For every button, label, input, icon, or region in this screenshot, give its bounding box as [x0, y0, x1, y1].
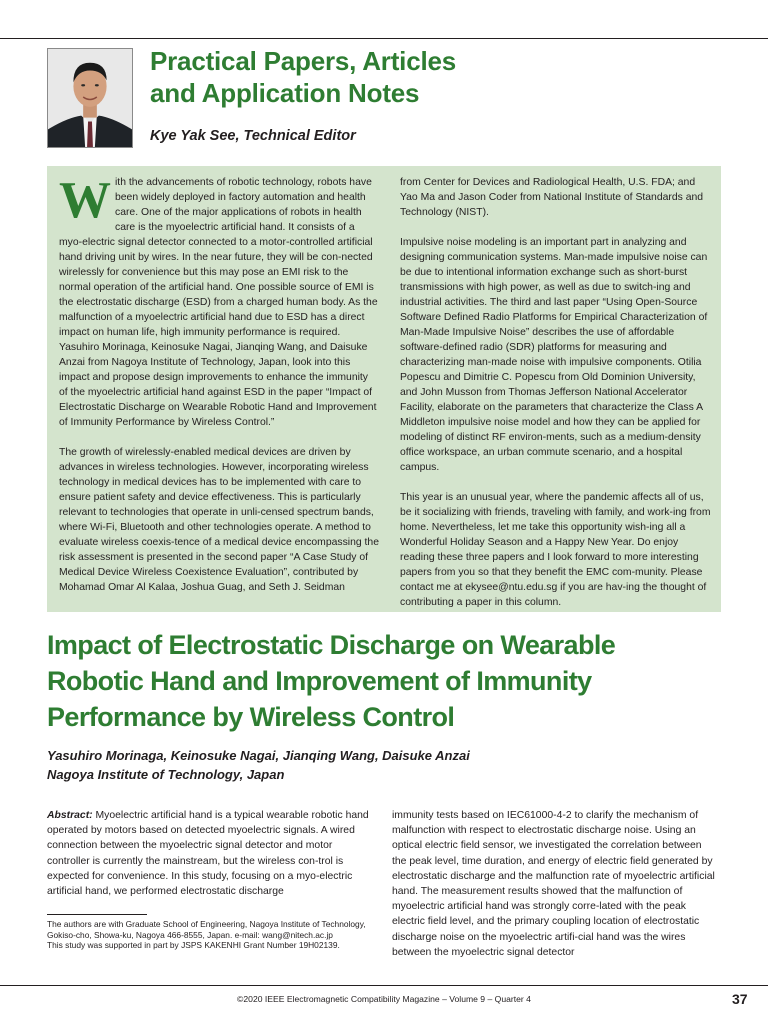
article-title-line3: Performance by Wireless Control — [47, 702, 455, 732]
drop-cap: W — [59, 172, 111, 229]
editorial-paragraph-text: ith the advancements of robotic technology, robots have been widely deployed in factory automation and health care. One of the major applications of robots in health care is the myoelectric artificial hand. It consists of a myo-electric signal detector connected to a motor-controlled artificial hand driving unit by wires. In the near future, they will be con-nected wirelessly for convenience but this may pose an EMI risk to the normal operation of the artificial hand. One possible source of EMI is the electrostatic discharge (ESD) from a charged human body. As the malfunction of a myoelectric artificial hand due to ESD has a direct impact on human life, high immunity performance is required. Yasuhiro Morinaga, Keinosuke Nagai, Jianqing Wang, and Daisuke Anzai from Nagoya Institute of Technology, Japan, look into this impact and propose design improvements to enhance the immunity of the myoelectric artificial hand against ESD in the paper “Impact of Electrostatic Discharge on Wearable Robotic Hand and Improvement of Immunity Performance by Wireless Control.” — [59, 177, 378, 428]
top-rule — [0, 38, 768, 39]
page-number: 37 — [732, 991, 748, 1007]
editorial-right-column — [400, 175, 712, 625]
editorial-paragraph: from Center for Devices and Radiological Health, U.S. FDA; and Yao Ma and Jason Coder from National Institute of Standards and Technology (NIST). — [400, 177, 704, 218]
article-authors — [47, 746, 470, 784]
editorial-paragraph: Impulsive noise modeling is an important part in analyzing and designing communication systems. Man-made impulsive noise can be due to intentional information exchange such as short-burst transmissions with high power, as well as due to switch-ing and industrial activities. The third and last paper “Using Open-Source Software Defined Radio Platforms for Empirical Characterization of Man-Made Impulsive Noise” describes the use of affordable software-defined radio (SDR) platforms for measuring and characterizing man-made noise with impulsive components. Otilia Popescu and Dimitrie C. Popescu from Old Dominion University, and John Musson from Thomas Jefferson National Accelerator Facility, elaborate on the parameters that characterize the Class A Middleton impulsive noise model and how they can be applied for modeling of distinct RF environ-ments, such as a medium-density office workspace, an urban commute scenario, and a hospital campus. — [400, 237, 708, 473]
section-title-line2: and Application Notes — [150, 78, 420, 108]
abstract-right-column — [392, 808, 716, 960]
abstract-label: Abstract: — [47, 810, 93, 821]
footnotes — [47, 919, 367, 951]
editorial-paragraph — [59, 172, 379, 430]
page-footer: ©2020 IEEE Electromagnetic Compatibility Magazine – Volume 9 – Quarter 4 — [237, 994, 531, 1004]
editorial-paragraph: This year is an unusual year, where the pandemic affects all of us, be it socializing with friends, traveling with family, and work-ing from home. Nevertheless, let me take this opportunity wish-ing all a Wonderful Holiday Season and a Happy New Year. Do enjoy reading these three papers and I look forward to more interesting papers from you so that they benefit the EMC com-munity. Please contact me at ekysee@ntu.edu.sg if you are hav-ing the thought of contributing a paper in this column. — [400, 492, 711, 608]
section-title-line1: Practical Papers, Articles — [150, 46, 457, 76]
editor-photo — [47, 48, 133, 148]
abstract-left-column — [47, 808, 377, 899]
bottom-rule — [0, 985, 768, 986]
footnote-rule — [47, 914, 147, 915]
editorial-box — [47, 166, 721, 612]
footnote-affiliation: The authors are with Graduate School of Engineering, Nagoya Institute of Technology, Gokiso-cho, Showa-ku, Nagoya 466-8555, Japan. e-mail: wang@nitech.ac.jp — [47, 919, 366, 940]
editorial-paragraph: The growth of wirelessly-enabled medical devices are driven by advances in wireless technologies. However, incorporating wireless technology in medical devices has to be implemented with care to ensure patient safety and device effectiveness. This is particularly relevant to technologies that operate in unli-censed spectrum bands, where Wi-Fi, Bluetooth and other technologies operate. A method to evaluate wireless coexis-tence of a medical device encompassing the risk assessment is presented in the second paper “A Case Study of Medical Device Wireless Coexistence Evaluation”, contributed by Mohamad Omar Al Kalaa, Joshua Guag, and Seth J. Seidman — [59, 447, 379, 593]
editorial-left-column — [59, 172, 379, 610]
article-title-line2: Robotic Hand and Improvement of Immunity — [47, 666, 592, 696]
editor-name: Kye Yak See, Technical Editor — [150, 128, 356, 144]
editor-portrait-image — [48, 49, 132, 147]
author-affiliation: Nagoya Institute of Technology, Japan — [47, 767, 285, 782]
footnote-funding: This study was supported in part by JSPS KAKENHI Grant Number 19H02139. — [47, 940, 340, 951]
abstract-text-right: immunity tests based on IEC61000-4-2 to clarify the mechanism of malfunction with respect to electrostatic discharge noise. Using an optical electric field sensor, we investigated the correlation between the peak level, time duration, and energy of electric field generated by electrostatic discharge and the malfunction rate of myoelectric artificial hand. The measurement results showed that the malfunction of myoelectric artificial hand was strongly corre-lated with the peak electric field level, and the primary coupling location of electrostatic discharge noise on the myoelectric artifi-cial hand was the wires between the myoelectric signal detector — [392, 810, 715, 958]
author-names: Yasuhiro Morinaga, Keinosuke Nagai, Jianqing Wang, Daisuke Anzai — [47, 748, 470, 763]
abstract-text-left: Myoelectric artificial hand is a typical wearable robotic hand operated by motors based on detected myoelectric signals. A wired connection between the myoelectric signal detector and motor controller is currently the mainstream, but the wireless con-trol is expected for convenience. In this study, focusing on a myo-electric artificial hand, we performed electrostatic discharge — [47, 810, 369, 898]
article-title-line1: Impact of Electrostatic Discharge on Wearable — [47, 630, 616, 660]
article-title — [47, 627, 727, 735]
section-title — [150, 45, 456, 109]
